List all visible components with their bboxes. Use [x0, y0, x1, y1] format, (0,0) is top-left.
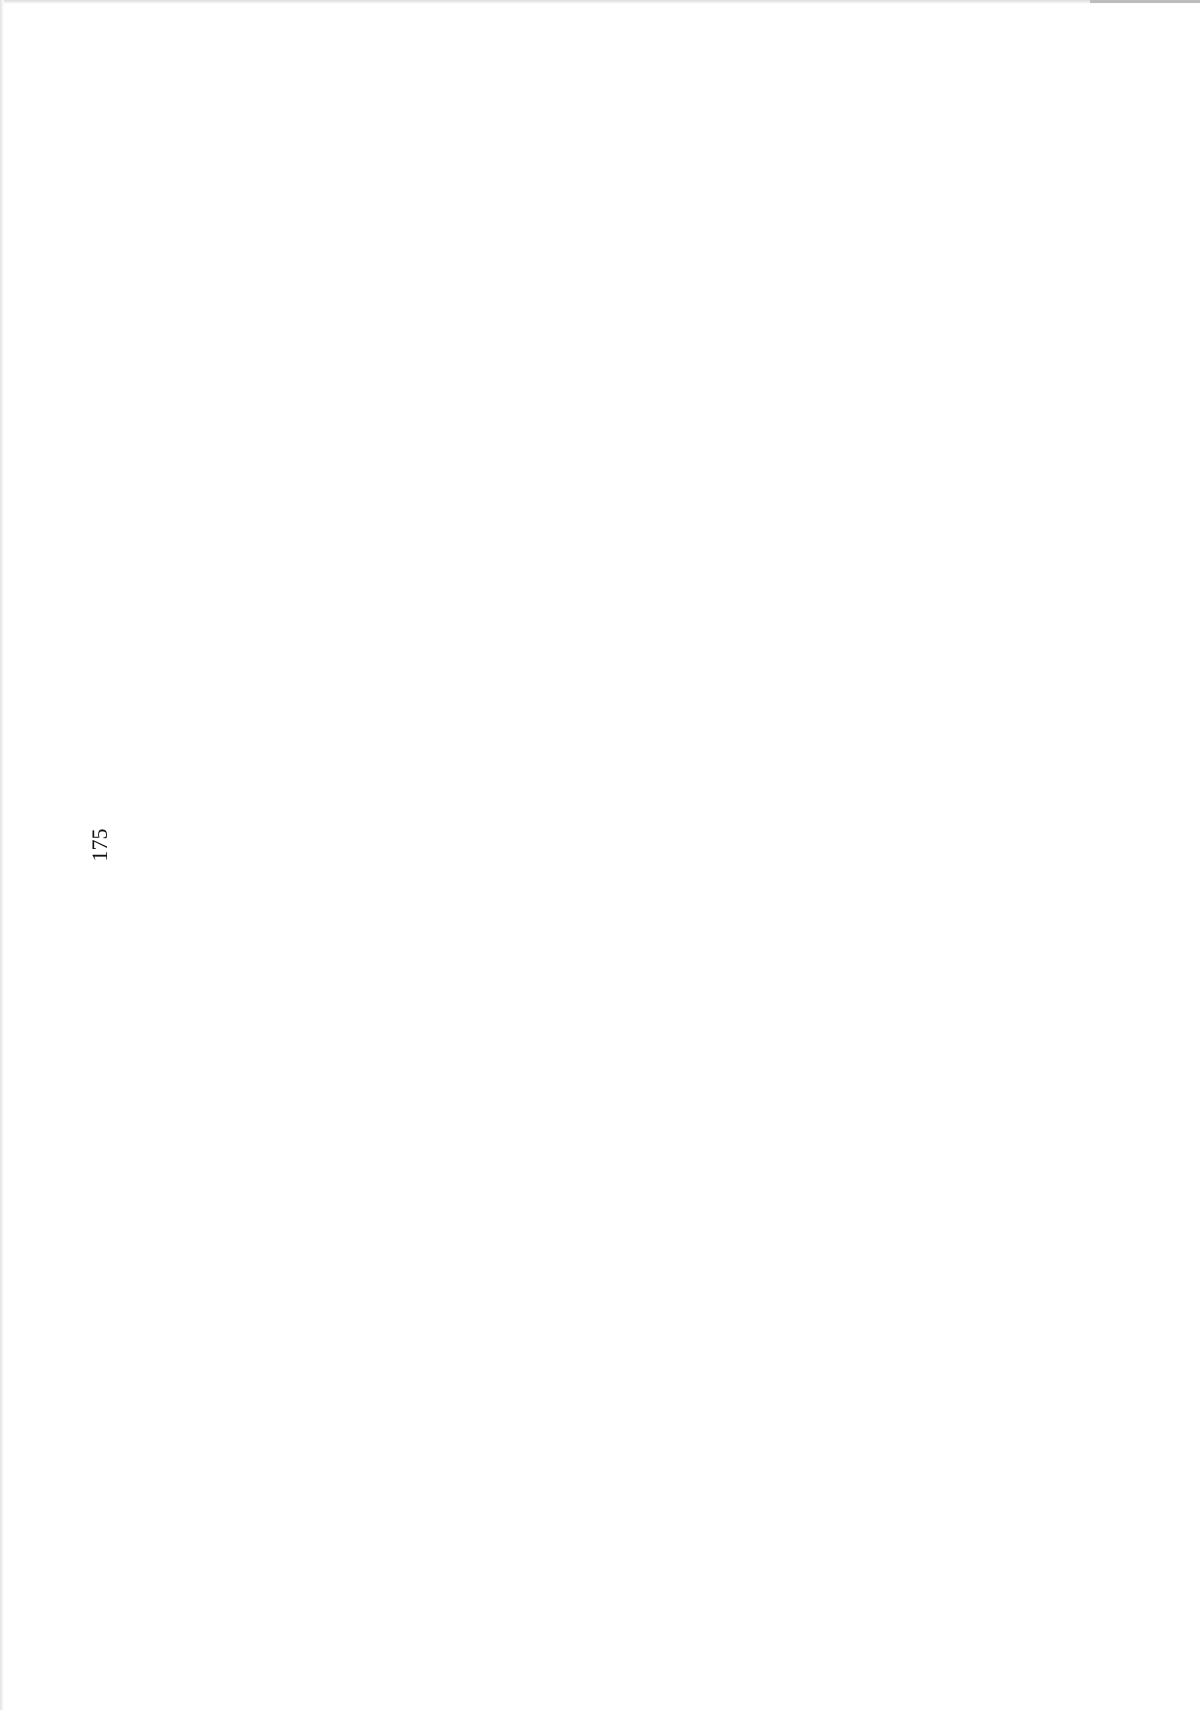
page-number: 175 — [87, 828, 112, 862]
rotated-page-content — [0, 0, 675, 1020]
scan-corner-mark — [1090, 0, 1200, 3]
